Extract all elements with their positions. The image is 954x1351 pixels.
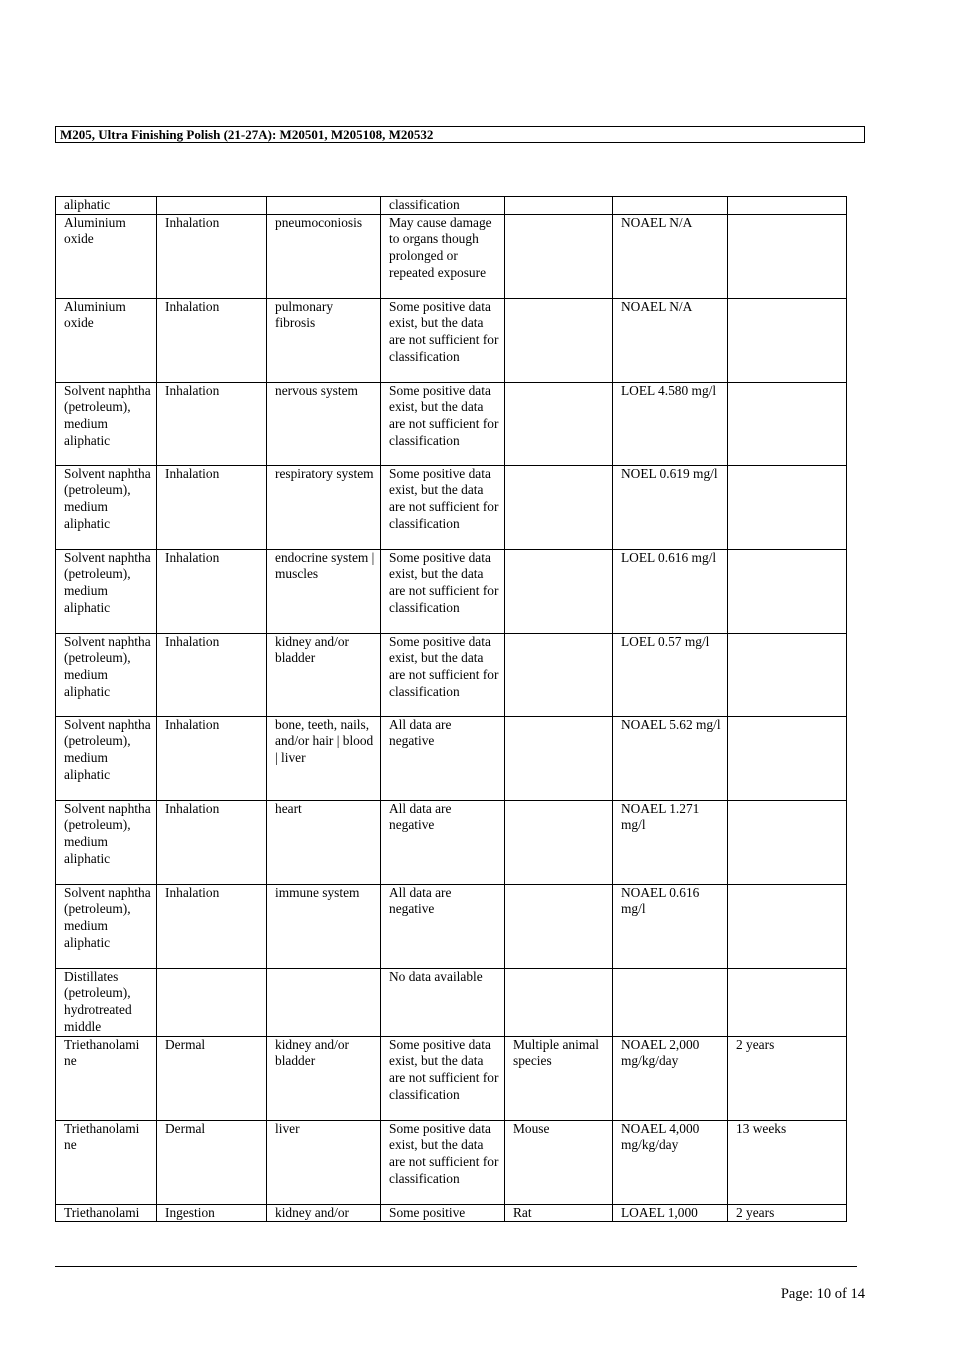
- cell-target-organ: [267, 968, 381, 1036]
- cell-species: [505, 197, 613, 215]
- cell-exposure-duration: 2 years: [728, 1036, 847, 1120]
- cell-component: Aluminium oxide: [56, 214, 157, 298]
- cell-test-result: NOAEL N/A: [613, 214, 728, 298]
- cell-component: Solvent naphtha (petroleum), medium aliphatic: [56, 633, 157, 716]
- cell-component: Solvent naphtha (petroleum), medium aliphatic: [56, 549, 157, 633]
- table-row: [56, 465, 847, 549]
- cell-route: Dermal: [157, 1120, 267, 1204]
- cell-test-result: NOAEL 5.62 mg/l: [613, 716, 728, 800]
- table-row: [56, 884, 847, 968]
- cell-exposure-duration: [728, 197, 847, 215]
- cell-value: All data are negative: [381, 800, 505, 884]
- cell-route: Inhalation: [157, 800, 267, 884]
- page-number: Page: 10 of 14: [780, 1286, 865, 1302]
- cell-route: Inhalation: [157, 884, 267, 968]
- cell-route: [157, 968, 267, 1036]
- cell-route: [157, 197, 267, 215]
- cell-species: [505, 633, 613, 716]
- cell-species: Multiple animal species: [505, 1036, 613, 1120]
- table-row: [56, 298, 847, 382]
- table-row: [56, 716, 847, 800]
- cell-value: Some positive data exist, but the data are not sufficient for classification: [381, 1120, 505, 1204]
- table-row: [56, 214, 847, 298]
- cell-exposure-duration: 2 years: [728, 1204, 847, 1222]
- cell-target-organ: immune system: [267, 884, 381, 968]
- cell-value: Some positive data exist, but the data are not sufficient for classification: [381, 1036, 505, 1120]
- cell-route: Ingestion: [157, 1204, 267, 1222]
- cell-test-result: LOEL 0.57 mg/l: [613, 633, 728, 716]
- cell-test-result: NOEL 0.619 mg/l: [613, 465, 728, 549]
- cell-value: All data are negative: [381, 884, 505, 968]
- cell-target-organ: heart: [267, 800, 381, 884]
- cell-route: Inhalation: [157, 549, 267, 633]
- cell-species: [505, 800, 613, 884]
- cell-exposure-duration: [728, 382, 847, 465]
- cell-component: Solvent naphtha (petroleum), medium aliphatic: [56, 716, 157, 800]
- cell-value: Some positive data exist, but the data are not sufficient for classification: [381, 633, 505, 716]
- cell-species: [505, 465, 613, 549]
- cell-species: [505, 968, 613, 1036]
- cell-exposure-duration: [728, 716, 847, 800]
- cell-value: Some positive data exist, but the data are not sufficient for classification: [381, 382, 505, 465]
- cell-value: Some positive data exist, but the data are not sufficient for classification: [381, 549, 505, 633]
- cell-species: Mouse: [505, 1120, 613, 1204]
- cell-target-organ: liver: [267, 1120, 381, 1204]
- cell-exposure-duration: [728, 633, 847, 716]
- cell-component: Aluminium oxide: [56, 298, 157, 382]
- cell-route: Inhalation: [157, 382, 267, 465]
- cell-value: Some positive data exist, but the data are not sufficient for classification: [381, 298, 505, 382]
- cell-test-result: NOAEL 1.271 mg/l: [613, 800, 728, 884]
- cell-route: Dermal: [157, 1036, 267, 1120]
- cell-component: Solvent naphtha (petroleum), medium aliphatic: [56, 382, 157, 465]
- cell-value: All data are negative: [381, 716, 505, 800]
- cell-exposure-duration: [728, 298, 847, 382]
- table-row: [56, 968, 847, 1036]
- cell-test-result: [613, 968, 728, 1036]
- table-row: [56, 1204, 847, 1222]
- cell-component: Triethanolami: [56, 1204, 157, 1222]
- cell-target-organ: kidney and/or: [267, 1204, 381, 1222]
- cell-target-organ: endocrine system | muscles: [267, 549, 381, 633]
- table-row: [56, 549, 847, 633]
- table-row: [56, 382, 847, 465]
- cell-route: Inhalation: [157, 298, 267, 382]
- cell-target-organ: respiratory system: [267, 465, 381, 549]
- cell-exposure-duration: [728, 465, 847, 549]
- cell-value: classification: [381, 197, 505, 215]
- cell-component: Triethanolami ne: [56, 1036, 157, 1120]
- cell-component: Solvent naphtha (petroleum), medium aliphatic: [56, 884, 157, 968]
- cell-exposure-duration: [728, 214, 847, 298]
- cell-component: Solvent naphtha (petroleum), medium aliphatic: [56, 800, 157, 884]
- cell-test-result: [613, 197, 728, 215]
- cell-test-result: NOAEL 0.616 mg/l: [613, 884, 728, 968]
- cell-test-result: LOAEL 1,000: [613, 1204, 728, 1222]
- cell-value: Some positive data exist, but the data are not sufficient for classification: [381, 465, 505, 549]
- cell-test-result: NOAEL 2,000 mg/kg/day: [613, 1036, 728, 1120]
- cell-value: May cause damage to organs though prolonged or repeated exposure: [381, 214, 505, 298]
- toxicity-table: [55, 196, 847, 1222]
- cell-test-result: LOEL 0.616 mg/l: [613, 549, 728, 633]
- cell-component: Solvent naphtha (petroleum), medium aliphatic: [56, 465, 157, 549]
- document-header: M205, Ultra Finishing Polish (21-27A): M20501, M205108, M20532: [55, 126, 865, 143]
- cell-route: Inhalation: [157, 633, 267, 716]
- table-row: [56, 800, 847, 884]
- cell-species: Rat: [505, 1204, 613, 1222]
- toxicity-table-body: [56, 197, 847, 1222]
- cell-species: [505, 549, 613, 633]
- cell-value: Some positive: [381, 1204, 505, 1222]
- cell-exposure-duration: [728, 549, 847, 633]
- cell-route: Inhalation: [157, 465, 267, 549]
- cell-species: [505, 214, 613, 298]
- cell-test-result: NOAEL N/A: [613, 298, 728, 382]
- cell-target-organ: kidney and/or bladder: [267, 1036, 381, 1120]
- cell-component: Triethanolami ne: [56, 1120, 157, 1204]
- cell-exposure-duration: [728, 884, 847, 968]
- cell-component: Distillates (petroleum), hydrotreated middle: [56, 968, 157, 1036]
- table-row: [56, 633, 847, 716]
- cell-test-result: LOEL 4.580 mg/l: [613, 382, 728, 465]
- cell-species: [505, 382, 613, 465]
- cell-exposure-duration: [728, 968, 847, 1036]
- table-row: [56, 1036, 847, 1120]
- cell-component: aliphatic: [56, 197, 157, 215]
- cell-species: [505, 884, 613, 968]
- table-row: [56, 197, 847, 215]
- cell-exposure-duration: 13 weeks: [728, 1120, 847, 1204]
- cell-target-organ: pulmonary fibrosis: [267, 298, 381, 382]
- footer-divider: [55, 1266, 857, 1267]
- cell-target-organ: kidney and/or bladder: [267, 633, 381, 716]
- cell-route: Inhalation: [157, 214, 267, 298]
- cell-target-organ: nervous system: [267, 382, 381, 465]
- cell-species: [505, 298, 613, 382]
- cell-target-organ: [267, 197, 381, 215]
- cell-exposure-duration: [728, 800, 847, 884]
- cell-target-organ: pneumoconiosis: [267, 214, 381, 298]
- cell-test-result: NOAEL 4,000 mg/kg/day: [613, 1120, 728, 1204]
- cell-value: No data available: [381, 968, 505, 1036]
- cell-species: [505, 716, 613, 800]
- cell-target-organ: bone, teeth, nails, and/or hair | blood | liver: [267, 716, 381, 800]
- table-row: [56, 1120, 847, 1204]
- cell-route: Inhalation: [157, 716, 267, 800]
